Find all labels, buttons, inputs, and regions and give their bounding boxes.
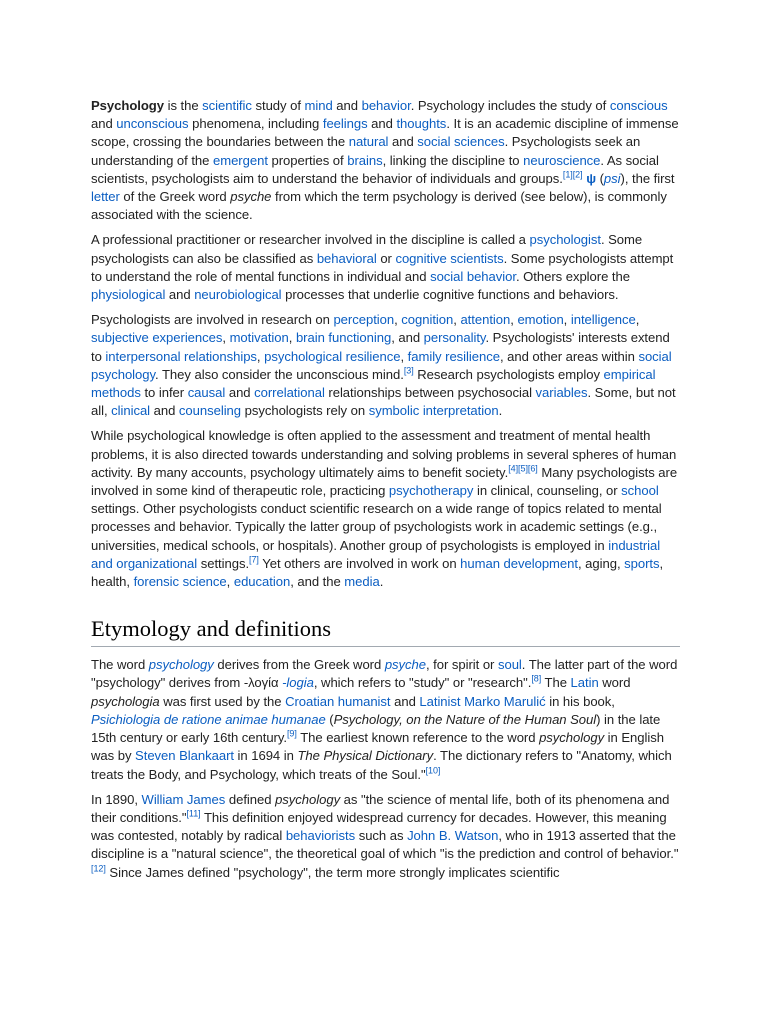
text-run: . Psychologists seek an understanding of the (91, 134, 641, 168)
text-run: The Physical Dictionary (297, 748, 434, 764)
text-run: of the Greek word (119, 189, 231, 205)
text-run: . Some, but not all, (91, 385, 676, 419)
link-emotion[interactable]: emotion (517, 312, 564, 328)
link-thoughts[interactable]: thoughts (396, 116, 447, 132)
text-run: . Psychologists' interests extend to (91, 330, 670, 364)
text-run: , (394, 312, 402, 328)
text-run: settings. (197, 555, 250, 571)
link-psyche[interactable]: psyche (384, 657, 426, 673)
link-william-james[interactable]: William James (141, 791, 226, 807)
text-run: Psychology, on the Nature of the Human Soul (333, 711, 597, 727)
citation-link[interactable]: [4][5][6] (508, 463, 538, 474)
link-scientific[interactable]: scientific (202, 98, 252, 113)
text-run: ( (596, 170, 604, 186)
text-run: . Psychology includes the study of (410, 98, 610, 113)
link-behavioral[interactable]: behavioral (316, 250, 377, 266)
text-run: and (150, 403, 179, 419)
link-natural[interactable]: natural (348, 134, 389, 150)
text-run: , (222, 330, 230, 346)
link-clinical[interactable]: clinical (111, 403, 151, 419)
link-croatian-humanist[interactable]: Croatian humanist (285, 693, 391, 709)
link-logia[interactable]: -logia (282, 675, 314, 691)
text-run: psychologia (91, 693, 160, 709)
text-run: phenomena, including (188, 116, 323, 132)
link-human-development[interactable]: human development (460, 555, 578, 571)
citation-link[interactable]: [7] (249, 554, 259, 565)
text-run: While psychological knowledge is often applied to the assessment and treatment of mental health problems, it is also directed towards understanding and solving problems in several spheres of human activity. By many accounts, psychology ultimately aims to benefit society. (91, 428, 677, 480)
link-feelings[interactable]: feelings (322, 116, 368, 132)
link-counseling[interactable]: counseling (178, 403, 242, 419)
link-brains[interactable]: brains (347, 152, 383, 168)
text-run: , and (391, 330, 424, 346)
text-run: or (376, 250, 396, 266)
text-run: , which refers to "study" or "research". (313, 675, 532, 691)
citation (426, 765, 441, 775)
text-run: study of (251, 98, 305, 113)
text-run: was first used by the (159, 693, 286, 709)
text-run: settings. Other psychologists conduct scientific research on a wide range of topics related to mental processes and behavior. Typically the latter group of psychologists work in academic settings (e.g., universities, medical schools, or hospitals). Another group of psychologists is employed in (91, 501, 662, 553)
text-run: in 1694 in (233, 748, 298, 764)
text-run: A professional practitioner or researcher involved in the discipline is called a (91, 232, 530, 248)
text-run: properties of (267, 152, 348, 168)
link-sports[interactable]: sports (624, 555, 660, 571)
citation (508, 464, 538, 474)
link-behaviorists[interactable]: behaviorists (285, 828, 356, 844)
link-conscious[interactable]: conscious (609, 98, 668, 113)
text-run: . The dictionary refers to "Anatomy, which treats the Body, and Psychology, which treats of the Soul." (91, 748, 672, 782)
link-social-behavior[interactable]: social behavior (430, 268, 516, 284)
text-run: and (388, 134, 418, 150)
link-motivation[interactable]: motivation (229, 330, 289, 346)
text-run: ) in the late 15th century or early 16th century. (91, 711, 661, 746)
link-forensic-science[interactable]: forensic science (133, 574, 227, 590)
text-run: and (332, 98, 362, 113)
text-run: , who in 1913 asserted that the discipline is a "natural science", the theoretical goal of which "is the prediction and control of behavior." (91, 828, 679, 862)
link-emergent[interactable]: emergent (212, 152, 268, 168)
link-steven-blankaart[interactable]: Steven Blankaart (135, 748, 234, 764)
link-latin[interactable]: Latin (570, 675, 599, 691)
text-run: and (367, 116, 397, 132)
link-subjective-experiences[interactable]: subjective experiences (91, 330, 223, 346)
text-run: in his book, (545, 693, 615, 709)
text-run: . As social scientists, psychologists aim to understand the behavior of individuals and groups. (91, 152, 659, 186)
text-run: Many psychologists are involved in some kind of therapeutic role, practicing (91, 464, 678, 499)
text-run: . The latter part of the word "psychology" derives from -λογία (91, 657, 678, 691)
text-run: psychologists rely on (241, 403, 369, 419)
text-run: in clinical, counseling, or (473, 483, 622, 499)
link-education[interactable]: education (233, 574, 291, 590)
text-run: The word (91, 657, 149, 673)
text-run: , (226, 574, 234, 590)
text-run: , (563, 312, 571, 328)
link-empirical-methods[interactable]: empirical methods (91, 366, 656, 401)
link-mind[interactable]: mind (304, 98, 333, 113)
text-run: and (390, 693, 420, 709)
text-run: psychology (275, 791, 341, 807)
link-latinist-marko-marulic[interactable]: Latinist Marko Marulić (419, 693, 546, 709)
citation (249, 555, 259, 565)
link-variables[interactable]: variables (535, 385, 588, 401)
link-family-resilience[interactable]: family resilience (407, 348, 500, 364)
citation-link[interactable]: [11] (186, 808, 201, 819)
citation-link[interactable]: [12] (91, 863, 106, 874)
text-run: , (453, 312, 461, 328)
citation (563, 169, 583, 179)
text-run: derives from the Greek word (213, 657, 385, 673)
link-psychologist[interactable]: psychologist (529, 232, 601, 248)
text-run: . Others explore the (515, 268, 630, 284)
text-run: , for spirit or (426, 657, 498, 673)
link-intelligence[interactable]: intelligence (570, 312, 636, 328)
text-run: relationships between psychosocial (324, 385, 536, 401)
link-attention[interactable]: attention (460, 312, 511, 328)
text-run: , and the (290, 574, 345, 590)
paragraph-intro (91, 97, 680, 224)
text-run: . Some psychologists can also be classified as (91, 232, 643, 266)
text-run: This definition enjoyed widespread currency for decades. However, this meaning was contested, notably by radical (91, 809, 667, 844)
text-run: from which the term psychology is derived (see below), is commonly associated with the science. (91, 189, 667, 223)
text-run: . They also consider the unconscious mind. (155, 366, 404, 382)
citation (186, 809, 200, 819)
link-brain-functioning[interactable]: brain functioning (295, 330, 392, 346)
text-run: in English was by (91, 730, 664, 764)
link-physiological[interactable]: physiological (91, 287, 166, 303)
text-run: , and other areas within (499, 348, 639, 364)
citation-link[interactable]: [10] (425, 765, 441, 776)
link-correlational[interactable]: correlational (254, 385, 325, 401)
text-run: . (379, 574, 384, 590)
link-industrial-and-organizational[interactable]: industrial and organizational (91, 537, 661, 571)
text-run: Psychology (91, 98, 164, 113)
citation (404, 365, 414, 375)
citation-link[interactable]: [8] (531, 674, 542, 685)
link-school[interactable]: school (621, 483, 659, 499)
text-run: ), the first (620, 170, 675, 186)
paragraph-definitions (91, 791, 680, 882)
citation-link[interactable]: [1][2] (562, 169, 583, 180)
paragraph-practitioners (91, 231, 680, 304)
text-run: . Some psychologists attempt to understand the role of mental functions in individual and (91, 250, 674, 284)
link-psychology[interactable]: psychology (148, 657, 214, 673)
link-psi[interactable]: psi (603, 170, 621, 186)
text-run: such as (355, 828, 408, 844)
citation (531, 674, 541, 684)
link-social-psychology[interactable]: social psychology (91, 348, 672, 382)
text-run: word (598, 675, 631, 691)
text-run: Yet others are involved in work on (258, 555, 461, 571)
link-symbolic-interpretation[interactable]: symbolic interpretation (368, 403, 499, 419)
citation-link[interactable]: [3] (403, 365, 414, 376)
link-soul[interactable]: soul (497, 657, 522, 673)
text-run: , (400, 348, 408, 364)
link-unconscious[interactable]: unconscious (116, 116, 189, 132)
link-symbol[interactable]: ψ (586, 170, 597, 186)
text-run: as "the science of mental life, both of its phenomena and their conditions." (91, 791, 670, 825)
link-letter[interactable]: letter (91, 189, 120, 205)
link-psychological-resilience[interactable]: psychological resilience (264, 348, 401, 364)
text-run: . (498, 403, 503, 419)
link-media[interactable]: media (344, 574, 380, 590)
text-run: , (256, 348, 265, 364)
link-behavior[interactable]: behavior (361, 98, 411, 113)
text-run: , linking the discipline to (382, 152, 524, 168)
text-run: is the (164, 98, 203, 113)
link-neurobiological[interactable]: neurobiological (194, 287, 282, 303)
text-run: , (635, 312, 640, 328)
link-interpersonal-relationships[interactable]: interpersonal relationships (105, 348, 257, 364)
text-run: processes that underlie cognitive functions and behaviors. (281, 287, 619, 303)
text-run: The earliest known reference to the word (296, 730, 540, 746)
text-run: In 1890, (91, 791, 142, 807)
link-perception[interactable]: perception (333, 312, 395, 328)
text-run: defined (225, 791, 276, 807)
link-cognitive-scientists[interactable]: cognitive scientists (395, 250, 504, 266)
text-run: and (225, 385, 255, 401)
citation-link[interactable]: [9] (286, 728, 297, 739)
text-run: Psychologists are involved in research on (91, 312, 334, 328)
paragraph-research-areas (91, 311, 680, 420)
text-run: , aging, (577, 555, 625, 571)
section-heading-etymology: Etymology and definitions (91, 615, 680, 647)
paragraph-applications (91, 427, 680, 591)
link-psychotherapy[interactable]: psychotherapy (388, 483, 474, 499)
link-neuroscience[interactable]: neuroscience (523, 152, 601, 168)
citation (91, 863, 106, 873)
link-psichiologia-de-ratione-animae-humanae[interactable]: Psichiologia de ratione animae humanae (91, 711, 326, 727)
paragraph-etymology (91, 656, 680, 783)
text-run: Research psychologists employ (413, 366, 604, 382)
text-run: psychology (539, 730, 605, 746)
text-run: and (165, 287, 195, 303)
text-run: psyche (230, 189, 272, 205)
text-run: The (541, 675, 571, 691)
citation (287, 729, 297, 739)
link-social-sciences[interactable]: social sciences (417, 134, 505, 150)
link-personality[interactable]: personality (423, 330, 486, 346)
link-john-b-watson[interactable]: John B. Watson (407, 828, 499, 844)
text-run: to infer (140, 385, 188, 401)
text-run: , (510, 312, 518, 328)
link-cognition[interactable]: cognition (401, 312, 454, 328)
text-run: , health, (91, 555, 664, 590)
link-causal[interactable]: causal (187, 385, 226, 401)
text-run: Since James defined "psychology", the term more strongly implicates scientific (105, 864, 560, 880)
text-run: and (91, 116, 117, 132)
text-run: ( (325, 711, 334, 727)
text-run: . It is an academic discipline of immense scope, crossing the boundaries between the (91, 116, 679, 150)
text-run: , (288, 330, 296, 346)
